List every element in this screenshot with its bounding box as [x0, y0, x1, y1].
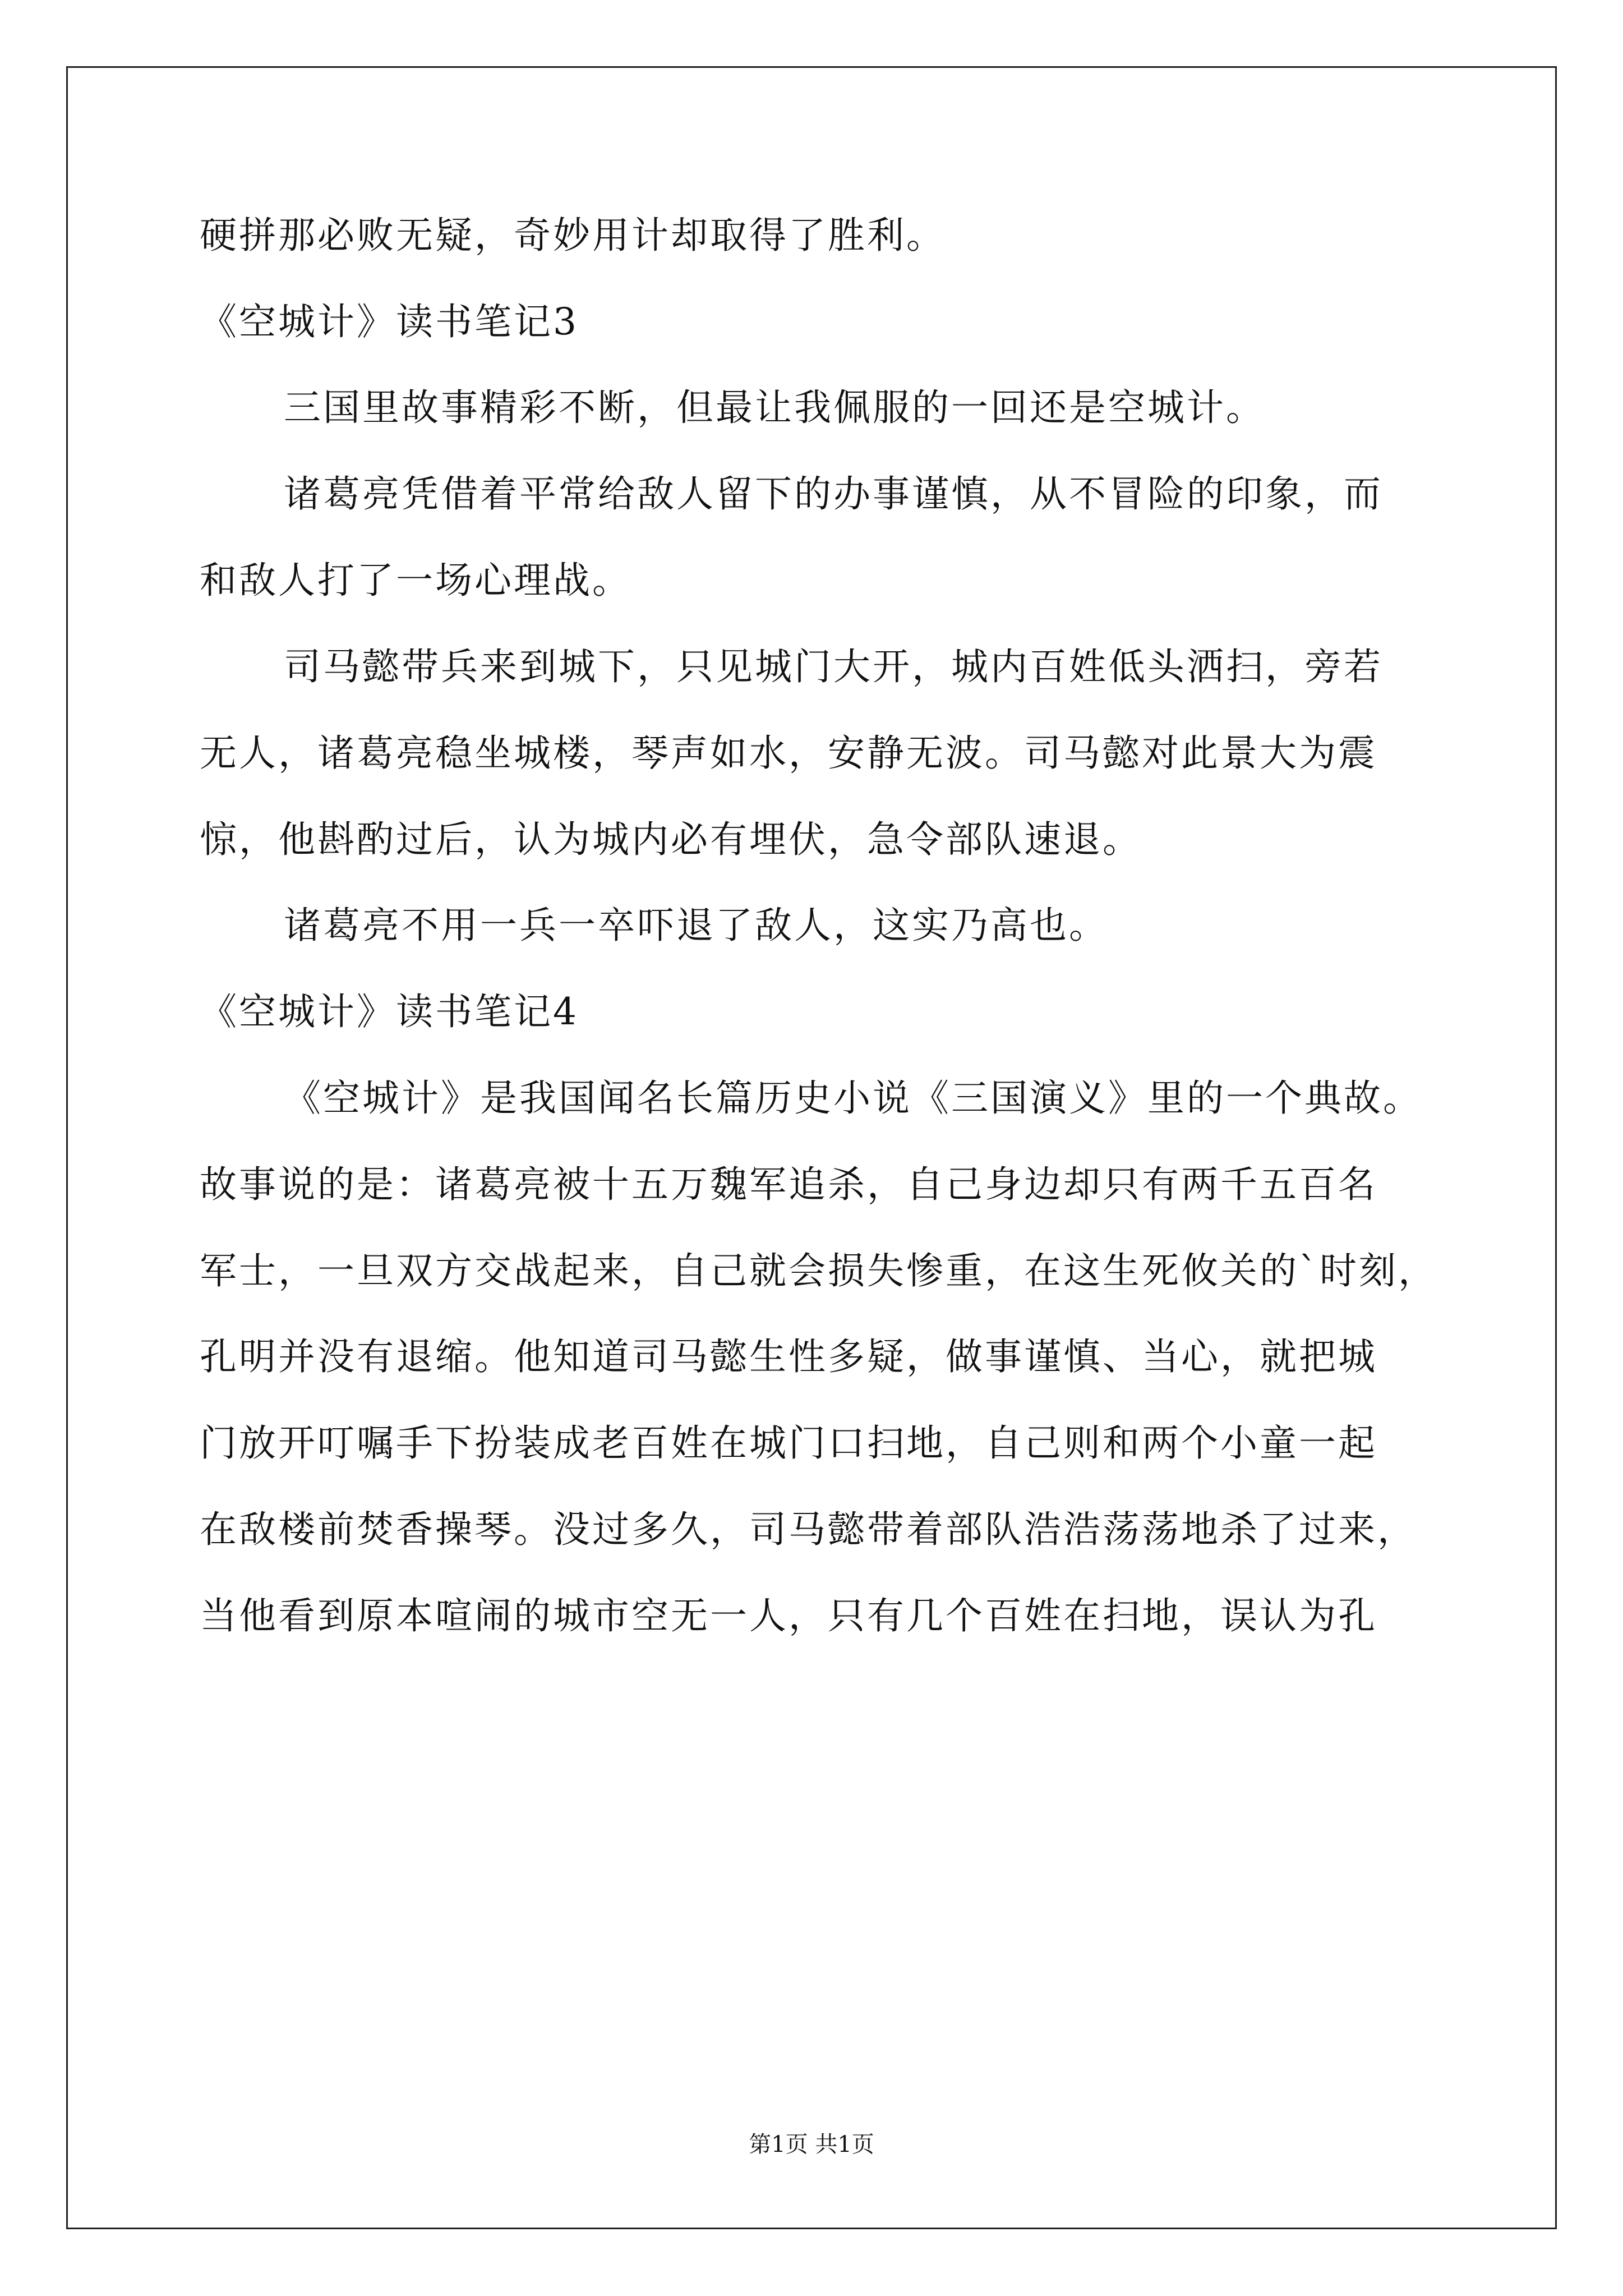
paragraph-line: 诸葛亮凭借着平常给敌人留下的办事谨慎，从不冒险的印象，而	[284, 472, 1383, 516]
section-heading: 《空城计》读书笔记4	[200, 990, 579, 1033]
text-line: 和敌人打了一场心理战。	[200, 559, 631, 602]
section-heading: 《空城计》读书笔记3	[200, 300, 579, 343]
page-footer: 第1页 共1页	[749, 2132, 874, 2157]
text-line: 孔明并没有退缩。他知道司马懿生性多疑，做事谨慎、当心，就把城	[200, 1335, 1377, 1378]
paragraph-line: 三国里故事精彩不断，但最让我佩服的一回还是空城计。	[284, 386, 1265, 429]
text-line: 门放开叮嘱手下扮装成老百姓在城门口扫地，自己则和两个小童一起	[200, 1421, 1377, 1465]
text-line: 故事说的是：诸葛亮被十五万魏军追杀，自己身边却只有两千五百名	[200, 1163, 1377, 1206]
text-line: 军士，一旦双方交战起来，自己就会损失惨重，在这生死攸关的`时刻，	[200, 1249, 1437, 1292]
text-line: 惊，他斟酌过后，认为城内必有埋伏，急令部队速退。	[200, 818, 1142, 861]
paragraph-line: 《空城计》是我国闻名长篇历史小说《三国演义》里的一个典故。	[284, 1076, 1422, 1120]
paragraph-line: 诸葛亮不用一兵一卒吓退了敌人，这实乃高也。	[284, 904, 1108, 947]
text-line: 当他看到原本喧闹的城市空无一人，只有几个百姓在扫地，误认为孔	[200, 1594, 1377, 1637]
text-line: 无人，诸葛亮稳坐城楼，琴声如水，安静无波。司马懿对此景大为震	[200, 731, 1377, 775]
paragraph-line: 司马懿带兵来到城下，只见城门大开，城内百姓低头洒扫，旁若	[284, 645, 1383, 688]
text-line: 硬拼那必败无疑，奇妙用计却取得了胜利。	[200, 214, 946, 257]
text-line: 在敌楼前焚香操琴。没过多久，司马懿带着部队浩浩荡荡地杀了过来，	[200, 1508, 1417, 1551]
